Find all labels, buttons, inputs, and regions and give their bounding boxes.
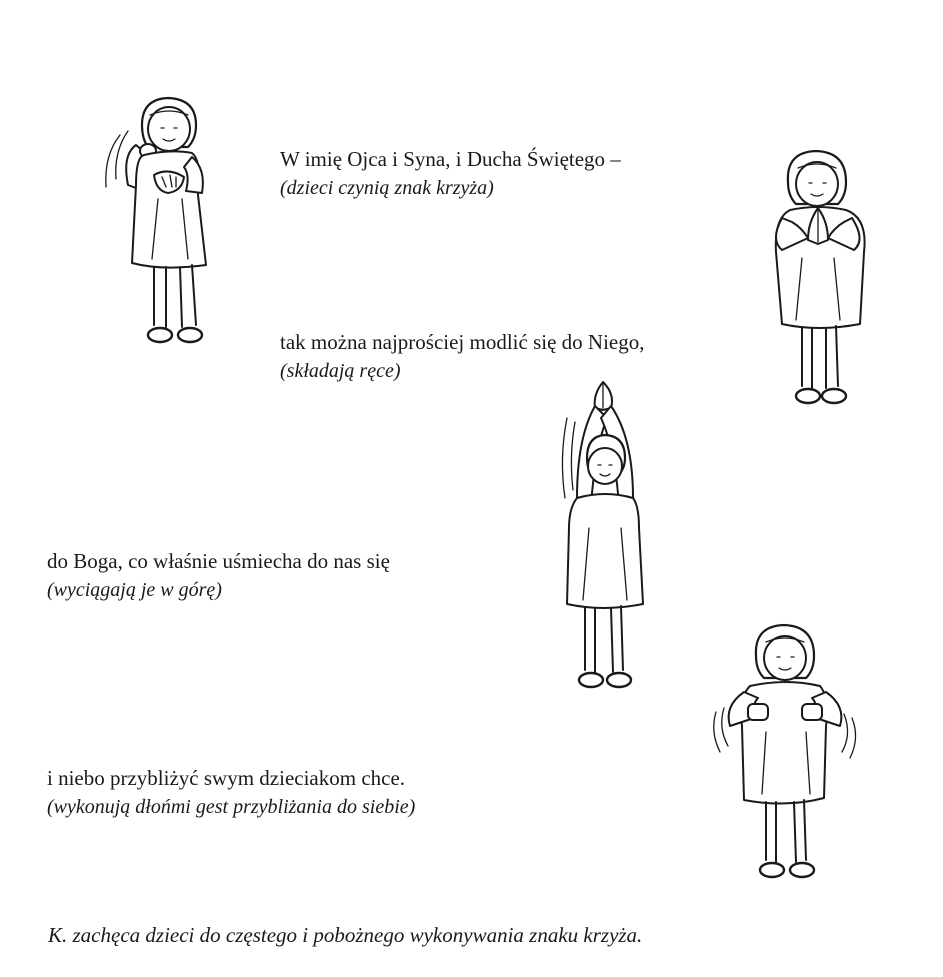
closing-note: K. zachęca dzieci do częstego i pobożnego wykonywania znaku krzyża.	[48, 923, 643, 947]
verse-3-line: do Boga, co właśnie uśmiecha do nas się	[47, 549, 390, 573]
verse-2-line: tak można najprościej modlić się do Niego,	[280, 330, 645, 354]
verse-1-line: W imię Ojca i Syna, i Ducha Świętego –	[280, 147, 621, 171]
verse-2-gesture: (składają ręce)	[280, 360, 401, 382]
child-drawing-closer-illustration	[706, 622, 866, 884]
child-folded-hands-illustration	[768, 148, 878, 410]
verse-1	[280, 145, 621, 203]
verse-1-gesture: (dzieci czynią znak krzyża)	[280, 177, 494, 199]
verse-4-line: i niebo przybliżyć swym dzieciakom chce.	[47, 766, 406, 790]
verse-4	[47, 764, 415, 822]
child-sign-of-cross-illustration	[92, 95, 232, 355]
child-arms-raised-illustration	[555, 378, 665, 694]
verse-3	[47, 547, 390, 605]
verse-4-gesture: (wykonują dłońmi gest przybliżania do siebie)	[47, 796, 416, 818]
verse-3-gesture: (wyciągają je w górę)	[47, 579, 222, 601]
